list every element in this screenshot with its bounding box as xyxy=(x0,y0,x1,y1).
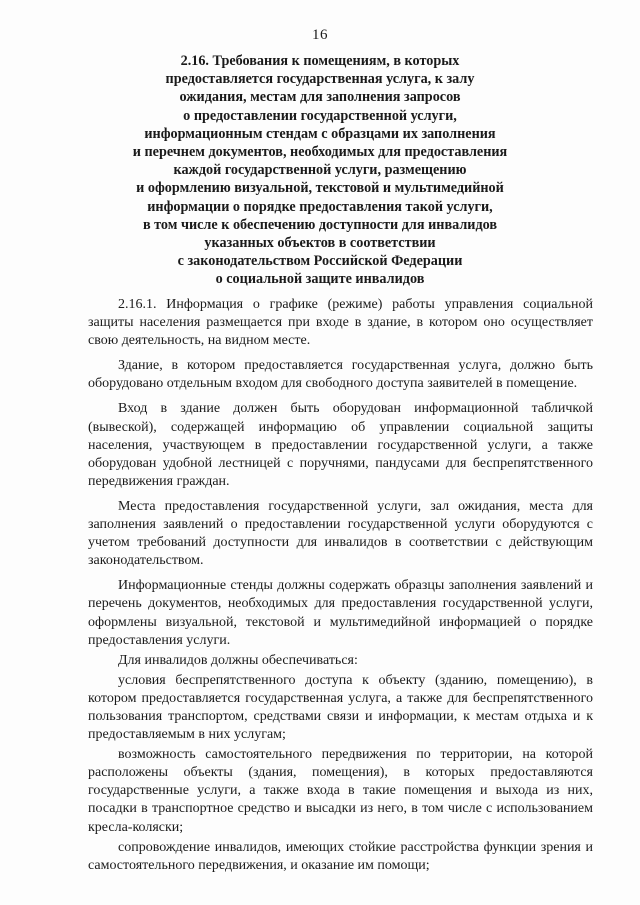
body-text xyxy=(88,296,593,877)
heading-line: в том числе к обеспечению доступности для инвалидов xyxy=(142,216,498,233)
heading-line: о предоставлении государственной услуги, xyxy=(183,107,457,124)
page-number: 16 xyxy=(312,27,328,43)
paragraph: сопровождение инвалидов, имеющих стойкие расстройства функции зрения и самостоятельного передвижения, и оказание им помощи; xyxy=(88,839,593,873)
heading-line: и перечнем документов, необходимых для предоставления xyxy=(132,144,508,161)
heading-line: 2.16. Требования к помещениям, в которых xyxy=(180,53,460,69)
section-heading xyxy=(100,52,540,289)
paragraph: возможность самостоятельного передвижения по территории, на которой расположены объекты (здания, помещения), в которых предоставляются государственные услуги, а также входа в такие помещения и выхода из них, посадки в транспортное средство и высадки из него, в том числе с использованием кресла-коляски; xyxy=(88,747,593,835)
paragraph: Здание, в котором предоставляется государственная услуга, должно быть оборудовано отдельным входом для свободного доступа заявителей в помещение. xyxy=(88,358,593,392)
paragraph: Места предоставления государственной услуги, зал ожидания, места для заполнения заявлений о предоставлении государственной услуги оборудуются с учетом требований доступности для инвалидов в соответствии с действующим законодательством. xyxy=(88,498,593,569)
paragraph: условия беспрепятственного доступа к объекту (зданию, помещению), в котором предоставляется государственная услуга, а также для беспрепятственного пользования транспортом, средствами связи и информации, к местам отдыха и к предоставляемым в них услугам; xyxy=(88,672,593,743)
heading-line: и оформлению визуальной, текстовой и мультимедийной xyxy=(136,180,504,197)
heading-line: предоставляется государственная услуга, к залу xyxy=(165,71,475,88)
heading-line: информации о порядке предоставления такой услуги, xyxy=(147,198,493,215)
paragraph: 2.16.1. Информация о графике (режиме) работы управления социальной защиты населения размещается при входе в здание, в котором оно осуществляет свою деятельность, на видном месте. xyxy=(88,297,593,349)
heading-line: информационным стендам с образцами их заполнения xyxy=(144,125,496,142)
heading-line: указанных объектов в соответствии xyxy=(204,235,436,252)
paragraph: Информационные стенды должны содержать образцы заполнения заявлений и перечень документов, необходимых для предоставления государственной услуги, оформлены визуальной, текстовой и мультимедийной информацией о порядке предоставления услуги. xyxy=(88,578,593,648)
heading-line: ожидания, местам для заполнения запросов xyxy=(179,89,461,106)
heading-line: каждой государственной услуги, размещению xyxy=(173,162,467,179)
paragraph: Для инвалидов должны обеспечиваться: xyxy=(118,652,358,668)
heading-line: с законодательством Российской Федерации xyxy=(177,253,463,270)
heading-line: о социальной защите инвалидов xyxy=(215,271,425,288)
paragraph: Вход в здание должен быть оборудован информационной табличкой (вывеской), содержащей информацию об управлении социальной защиты населения, участвующем в предоставлении государственной услуги, а также оборудован удобной лестницей с поручнями, пандусами для беспрепятственного передвижения граждан. xyxy=(88,401,593,489)
